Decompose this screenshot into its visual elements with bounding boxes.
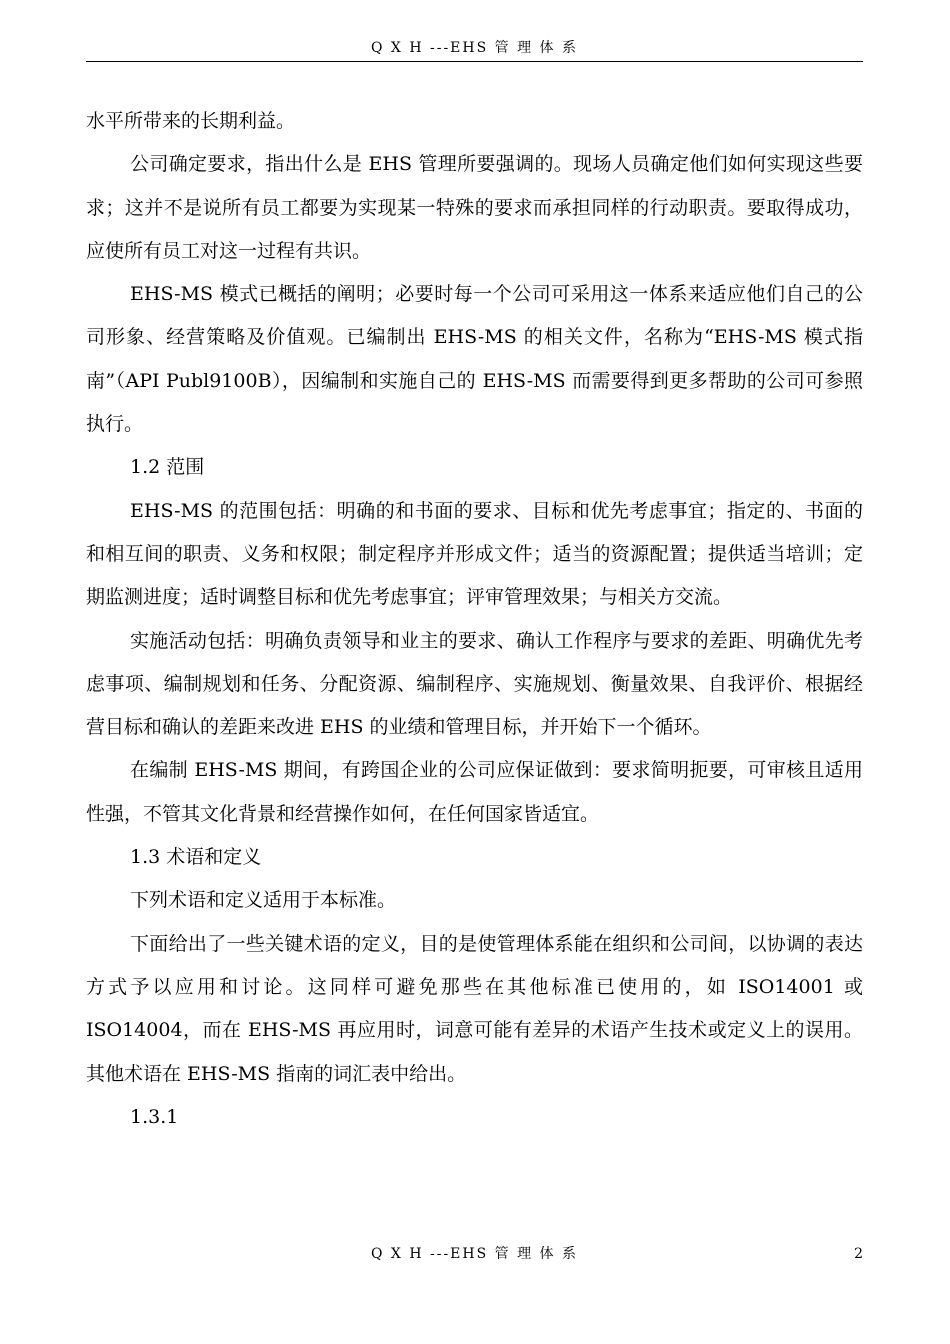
page-header: Q X H ---EHS 管 理 体 系 bbox=[370, 40, 578, 56]
document-body bbox=[86, 100, 863, 1139]
paragraph-implementation-activities: 实施活动包括：明确负责领导和业主的要求、确认工作程序与要求的差距、明确优先考虑事项、编制规划和任务、分配资源、编制程序、实施规划、衡量效果、自我评价、根据经营目标和确认的差距来改进 EHS 的业绩和管理目标，并开始下一个循环。 bbox=[86, 629, 863, 739]
page-number: 2 bbox=[854, 1246, 863, 1262]
section-heading-terms: 1.3 术语和定义 bbox=[130, 846, 262, 869]
section-heading-scope: 1.2 范围 bbox=[130, 456, 205, 479]
page-footer: Q X H ---EHS 管 理 体 系 bbox=[370, 1246, 578, 1262]
paragraph-terms-apply: 下列术语和定义适用于本标准。 bbox=[130, 889, 397, 912]
paragraph-scope: EHS-MS 的范围包括：明确的和书面的要求、目标和优先考虑事宜；指定的、书面的和相互间的职责、义务和权限；制定程序并形成文件；适当的资源配置；提供适当培训；定期监测进度；适时调整目标和优先考虑事宜；评审管理效果；与相关方交流。 bbox=[86, 499, 863, 609]
section-heading-1-3-1: 1.3.1 bbox=[130, 1105, 179, 1128]
header-divider bbox=[86, 61, 863, 62]
paragraph-key-terms: 下面给出了一些关键术语的定义，目的是使管理体系能在组织和公司间，以协调的表达方式予以应用和讨论。这同样可避免那些在其他标准已使用的，如 ISO14001 或 ISO14004，而在 EHS-MS 再应用时，词意可能有差异的术语产生技术或定义上的误用。其他术语在 EHS-MS 指南的词汇表中给出。 bbox=[86, 932, 863, 1085]
paragraph-company-requirements: 公司确定要求，指出什么是 EHS 管理所要强调的。现场人员确定他们如何实现这些要求；这并不是说所有员工都要为实现某一特殊的要求而承担同样的行动职责。要取得成功，应使所有员工对这一过程有共识。 bbox=[86, 153, 863, 262]
paragraph-continuation: 水平所带来的长期利益。 bbox=[86, 110, 296, 132]
paragraph-ehs-ms-model: EHS-MS 模式已概括的阐明；必要时每一个公司可采用这一体系来适应他们自己的公司形象、经营策略及价值观。已编制出 EHS-MS 的相关文件，名称为“EHS-MS 模式指南”（API Publ9100B），因编制和实施自己的 EHS-MS 而需要得到更多帮助的公司可参照执行。 bbox=[86, 283, 863, 436]
paragraph-multinational: 在编制 EHS-MS 期间，有跨国企业的公司应保证做到：要求简明扼要，可审核且适用性强，不管其文化背景和经营操作如何，在任何国家皆适宜。 bbox=[86, 759, 863, 825]
